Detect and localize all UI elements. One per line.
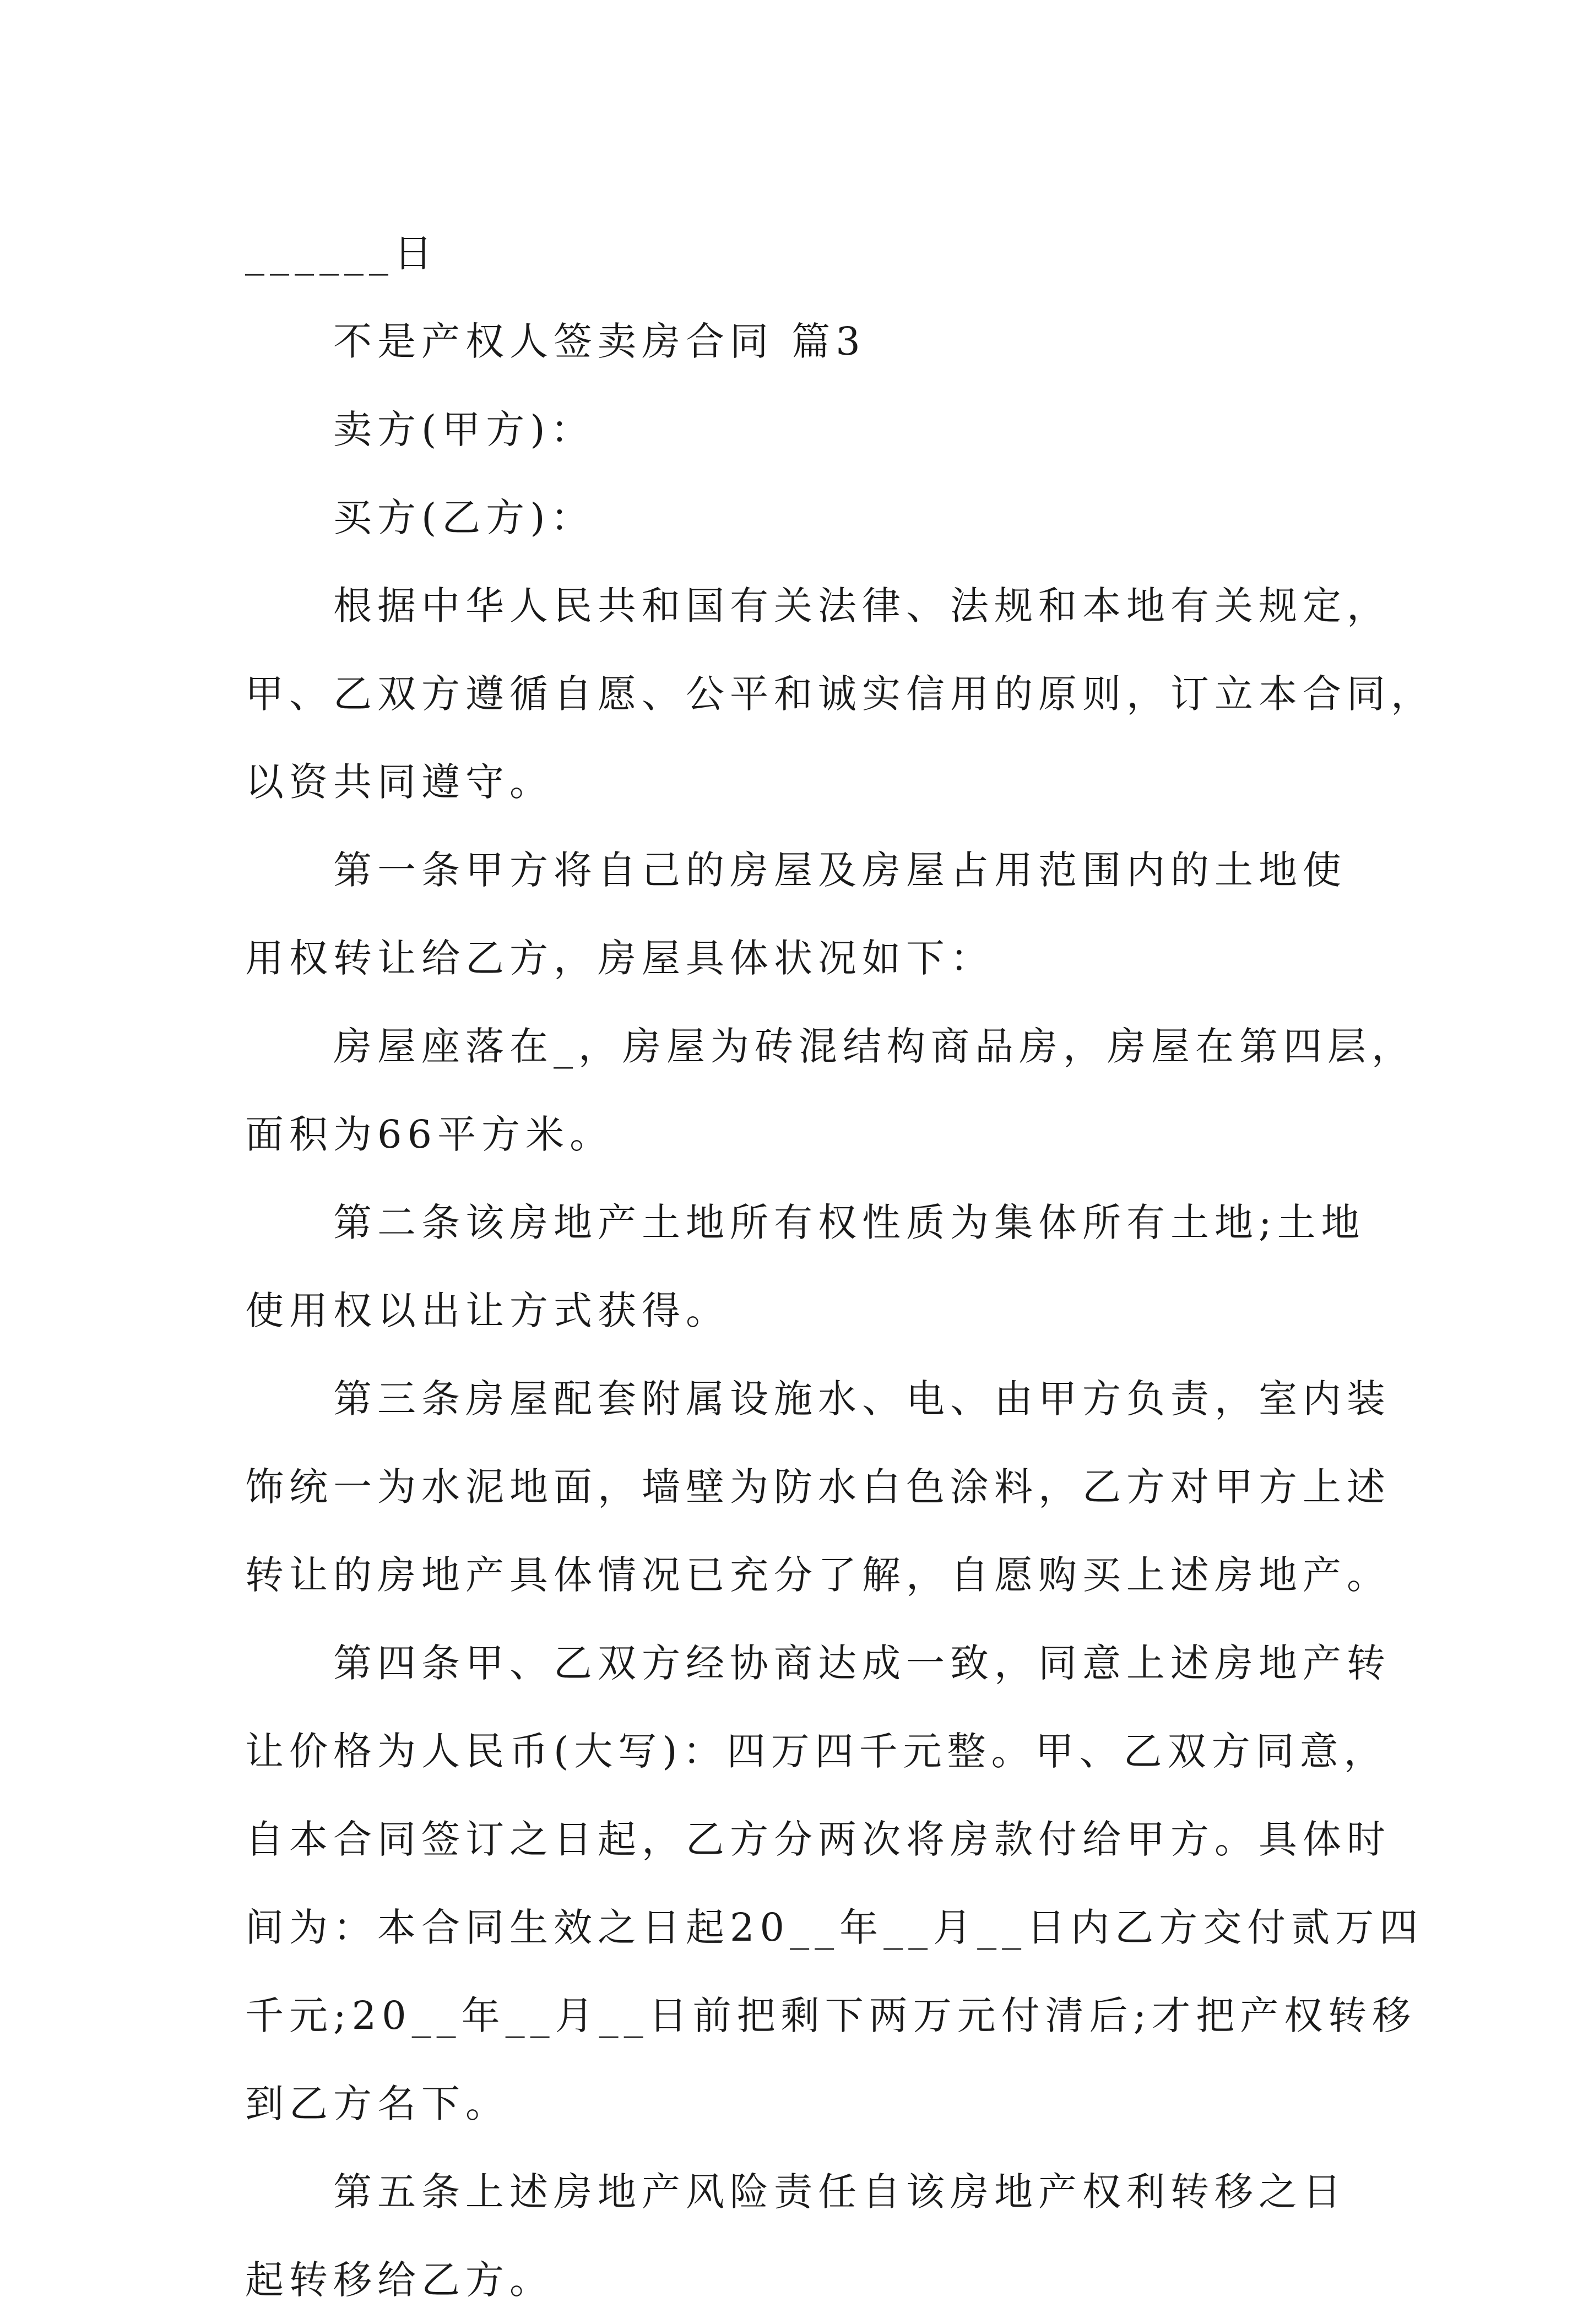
article-4-line-2: 让价格为人民币(大写)：四万四千元整。甲、乙双方同意，: [245, 1729, 1388, 1774]
seller-line: 卖方(甲方)：: [245, 407, 595, 452]
article-4-line-4: 间为：本合同生效之日起20__年__月__日内乙方交付贰万四: [245, 1905, 1424, 1950]
property-location-line-1: 房屋座落在_，房屋为砖混结构商品房，房屋在第四层，: [245, 1024, 1416, 1069]
article-1-line-2: 用权转让给乙方，房屋具体状况如下：: [245, 936, 994, 981]
preamble-line-3: 以资共同遵守。: [245, 759, 554, 805]
article-4-line-3: 自本合同签订之日起，乙方分两次将房款付给甲方。具体时: [245, 1817, 1391, 1862]
section-title: 不是产权人签卖房合同 篇3: [245, 319, 866, 364]
preamble-line-2: 甲、乙双方遵循自愿、公平和诚实信用的原则，订立本合同，: [245, 671, 1435, 716]
preamble-line-1: 根据中华人民共和国有关法律、法规和本地有关规定，: [245, 583, 1391, 628]
date-line: ______日: [245, 231, 438, 276]
article-2-line-2: 使用权以出让方式获得。: [245, 1288, 730, 1333]
article-4-line-1: 第四条甲、乙双方经协商达成一致，同意上述房地产转: [245, 1641, 1391, 1686]
article-2-line-1: 第二条该房地产土地所有权性质为集体所有土地;土地: [245, 1200, 1365, 1245]
article-1-line-1: 第一条甲方将自己的房屋及房屋占用范围内的土地使: [245, 848, 1347, 893]
article-5-line-2: 起转移给乙方。: [245, 2257, 554, 2303]
article-3-line-1: 第三条房屋配套附属设施水、电、由甲方负责，室内装: [245, 1376, 1391, 1421]
article-4-line-6: 到乙方名下。: [245, 2081, 509, 2126]
article-3-line-2: 饰统一为水泥地面，墙壁为防水白色涂料，乙方对甲方上述: [245, 1464, 1391, 1509]
property-location-line-2: 面积为66平方米。: [245, 1112, 614, 1157]
article-5-line-1: 第五条上述房地产风险责任自该房地产权利转移之日: [245, 2169, 1347, 2214]
buyer-line: 买方(乙方)：: [245, 495, 595, 540]
article-4-line-5: 千元;20__年__月__日前把剩下两万元付清后;才把产权转移: [245, 1993, 1417, 2038]
contract-body: [245, 209, 1435, 2324]
article-3-line-3: 转让的房地产具体情况已充分了解，自愿购买上述房地产。: [245, 1552, 1391, 1598]
